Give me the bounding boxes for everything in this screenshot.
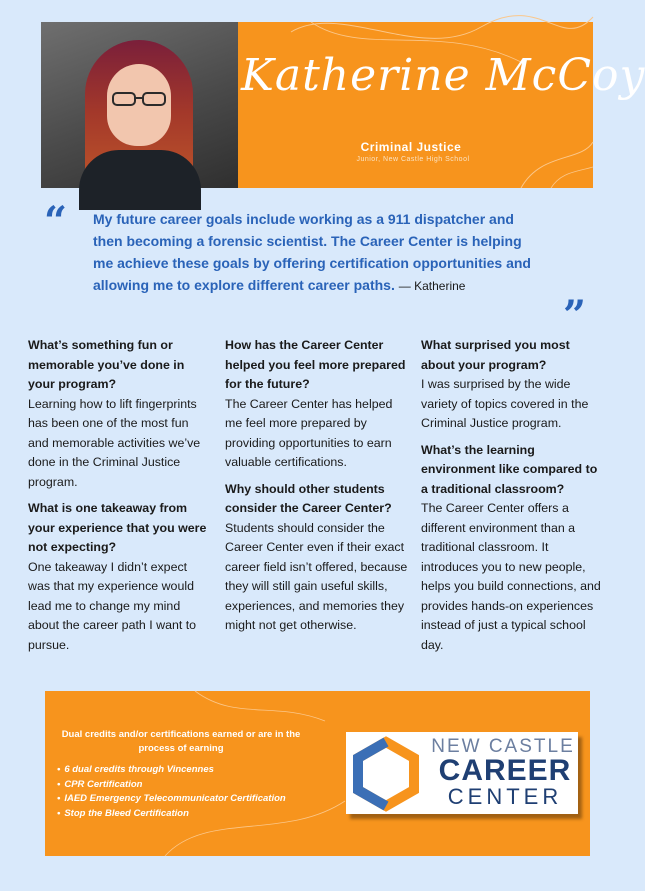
open-quote-icon: “ xyxy=(44,198,68,245)
credentials-list xyxy=(57,763,286,821)
logo-line-3: CENTER xyxy=(447,784,563,809)
career-center-logo xyxy=(346,732,578,814)
qa-answer: Students should consider the Career Center even if their exact career field isn’t offered, because they will still gain useful skills, experiences, and memories they might not get otherwise. xyxy=(225,520,408,632)
qa-answer: Learning how to lift fingerprints has been one of the most fun and memorable activities we’ve done in the Criminal Justice program. xyxy=(28,396,201,489)
qa-answer: I was surprised by the wide variety of topics covered in the Criminal Justice program. xyxy=(421,377,589,430)
program-name: Criminal Justice xyxy=(360,140,462,154)
credentials-title: Dual credits and/or certifications earned or are in the process of earning xyxy=(61,729,301,754)
qa-question: What’s something fun or memorable you’ve done in your program? xyxy=(28,338,185,391)
qa-answer: The Career Center offers a different environment than a traditional classroom. It introduces you to new people, helps you build connections, and provides hands-on experiences instead of just a typical school day. xyxy=(421,501,601,652)
qa-question: What surprised you most about your program? xyxy=(421,338,570,372)
list-item: • 6 dual credits through Vincennes xyxy=(57,763,286,778)
student-photo xyxy=(41,22,238,188)
glasses-graphic xyxy=(109,92,169,106)
qa-question: What is one takeaway from your experience that you were not expecting? xyxy=(28,501,207,554)
qa-answer: One takeaway I didn’t expect was that my experience would lead me to change my mind about the career path I want to pursue. xyxy=(28,559,197,652)
close-quote-icon: ” xyxy=(563,292,587,339)
student-subtitle: Junior, New Castle High School xyxy=(356,156,470,163)
swirl-decoration xyxy=(221,22,645,188)
qa-column-1 xyxy=(28,336,212,662)
qa-answer: The Career Center has helped me feel more prepared by providing opportunities to earn valuable certifications. xyxy=(225,396,393,469)
header-banner xyxy=(41,22,645,188)
list-item: • IAED Emergency Telecommunicator Certification xyxy=(57,792,286,807)
logo-line-2: CAREER xyxy=(438,754,572,787)
credentials-footer xyxy=(45,691,590,856)
list-item: • CPR Certification xyxy=(57,778,286,793)
qa-question: What’s the learning environment like compared to a traditional classroom? xyxy=(421,442,598,496)
quote-attribution: — Katherine xyxy=(398,279,466,293)
qa-column-3 xyxy=(421,336,605,662)
qa-column-2 xyxy=(225,336,409,643)
pull-quote xyxy=(93,208,543,297)
hexagon-logo-icon xyxy=(350,738,422,810)
qa-question: Why should other students consider the Career Center? xyxy=(225,481,392,515)
quote-text: My future career goals include working as a 911 dispatcher and then becoming a forensic scientist. The Career Center is helping me achieve these goals by offering certification opportunities and allowing me to explore different career paths. xyxy=(93,211,531,293)
student-name: Katherine McCoy xyxy=(241,50,645,101)
logo-line-1: NEW CASTLE xyxy=(431,736,575,757)
list-item: • Stop the Bleed Certification xyxy=(57,807,286,822)
qa-question: How has the Career Center helped you feel more prepared for the future? xyxy=(225,338,406,391)
